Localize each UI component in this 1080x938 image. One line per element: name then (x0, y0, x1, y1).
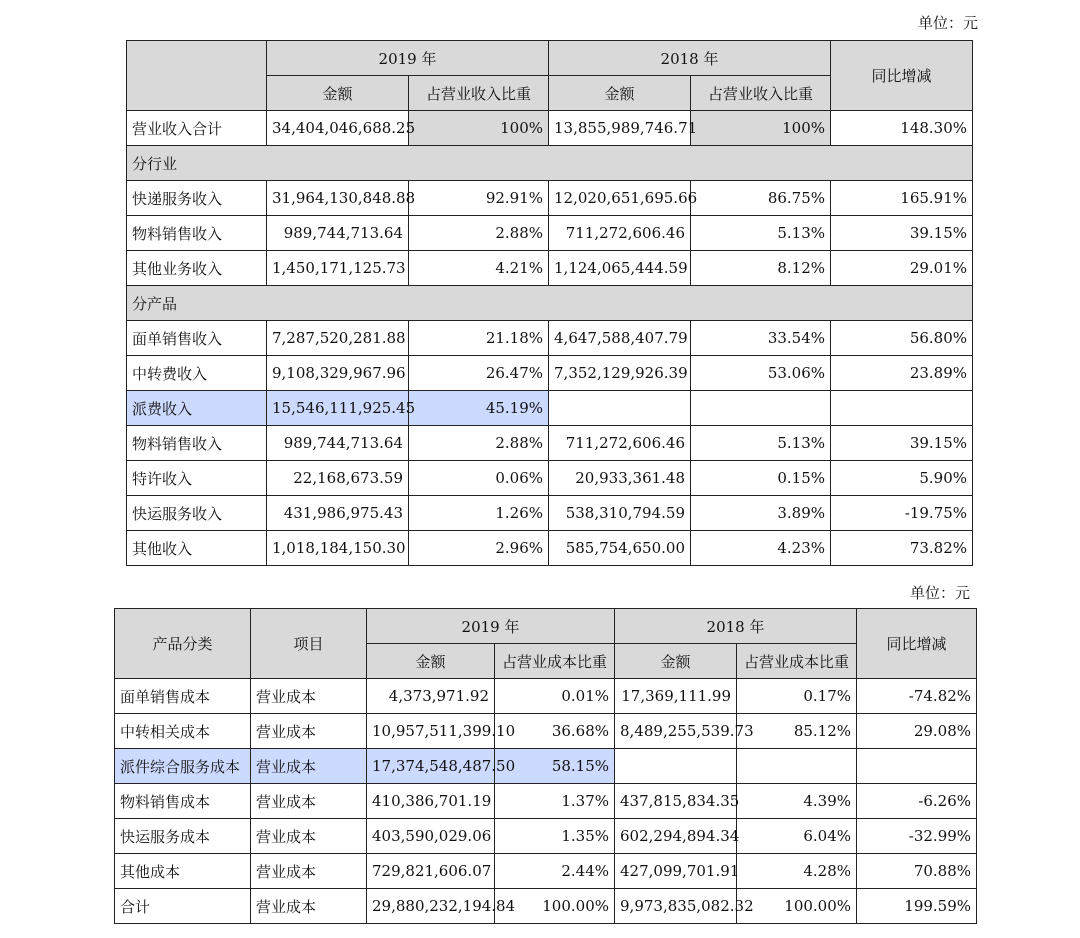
yoy-change: -32.99% (857, 819, 977, 854)
table-row (127, 251, 973, 286)
table-row (115, 679, 977, 714)
yoy-change: 5.90% (831, 461, 973, 496)
amount-2018: 4,647,588,407.79 (549, 321, 691, 356)
header-row (127, 41, 973, 76)
yoy-change: -6.26% (857, 784, 977, 819)
share-2019: 2.88% (409, 216, 549, 251)
amount-2019: 410,386,701.19 (367, 784, 495, 819)
amount-2018: 585,754,650.00 (549, 531, 691, 566)
share-2019: 45.19% (409, 391, 549, 426)
row-label: 物料销售成本 (115, 784, 251, 819)
row-label: 营业收入合计 (127, 111, 267, 146)
amount-2018 (549, 391, 691, 426)
share-2018: 0.15% (691, 461, 831, 496)
row-item: 营业成本 (251, 679, 367, 714)
share-2019: 58.15% (495, 749, 615, 784)
amount-2018: 427,099,701.91 (615, 854, 737, 889)
table-row (127, 461, 973, 496)
table-row (127, 321, 973, 356)
row-label: 特许收入 (127, 461, 267, 496)
amount-2019: 403,590,029.06 (367, 819, 495, 854)
yoy-change: 165.91% (831, 181, 973, 216)
share-2019: 1.26% (409, 496, 549, 531)
row-label: 其他成本 (115, 854, 251, 889)
amount-2019: 10,957,511,399.10 (367, 714, 495, 749)
header-blank (127, 41, 267, 111)
yoy-change: 56.80% (831, 321, 973, 356)
row-item: 营业成本 (251, 889, 367, 924)
header-amount: 金额 (549, 76, 691, 111)
amount-2018: 437,815,834.35 (615, 784, 737, 819)
share-2018: 100.00% (737, 889, 857, 924)
header-share: 占营业成本比重 (495, 644, 615, 679)
share-2018: 0.17% (737, 679, 857, 714)
share-2019: 21.18% (409, 321, 549, 356)
amount-2018: 1,124,065,444.59 (549, 251, 691, 286)
row-label: 其他收入 (127, 531, 267, 566)
amount-2019: 9,108,329,967.96 (267, 356, 409, 391)
header-category: 产品分类 (115, 609, 251, 679)
revenue-table (126, 40, 973, 566)
header-share: 占营业收入比重 (691, 76, 831, 111)
table-row (127, 426, 973, 461)
header-item: 项目 (251, 609, 367, 679)
share-2019: 1.37% (495, 784, 615, 819)
amount-2018: 17,369,111.99 (615, 679, 737, 714)
row-label: 派件综合服务成本 (115, 749, 251, 784)
row-label: 物料销售收入 (127, 426, 267, 461)
yoy-change (831, 391, 973, 426)
table-row (127, 356, 973, 391)
yoy-change: 39.15% (831, 216, 973, 251)
row-item: 营业成本 (251, 819, 367, 854)
share-2019: 0.06% (409, 461, 549, 496)
table-row (115, 714, 977, 749)
share-2018: 8.12% (691, 251, 831, 286)
amount-2019: 31,964,130,848.88 (267, 181, 409, 216)
amount-2018: 538,310,794.59 (549, 496, 691, 531)
share-2019: 2.96% (409, 531, 549, 566)
table-row (115, 819, 977, 854)
yoy-change: 39.15% (831, 426, 973, 461)
table-row (127, 496, 973, 531)
yoy-change: -19.75% (831, 496, 973, 531)
table-row (127, 216, 973, 251)
share-2018: 86.75% (691, 181, 831, 216)
section-industry: 分行业 (127, 146, 973, 181)
unit-label: 单位：元 (918, 14, 979, 32)
share-2019: 26.47% (409, 356, 549, 391)
header-year-2018: 2018 年 (615, 609, 857, 644)
yoy-change: 29.01% (831, 251, 973, 286)
header-amount: 金额 (615, 644, 737, 679)
table-row (115, 749, 977, 784)
unit-label: 单位：元 (910, 584, 971, 602)
share-2018: 85.12% (737, 714, 857, 749)
amount-2018: 20,933,361.48 (549, 461, 691, 496)
section-product: 分产品 (127, 286, 973, 321)
amount-2019: 15,546,111,925.45 (267, 391, 409, 426)
row-label: 快运服务成本 (115, 819, 251, 854)
yoy-change: 73.82% (831, 531, 973, 566)
amount-2019: 1,450,171,125.73 (267, 251, 409, 286)
row-label: 其他业务收入 (127, 251, 267, 286)
share-2018: 6.04% (737, 819, 857, 854)
yoy-change: 29.08% (857, 714, 977, 749)
section-row (127, 286, 973, 321)
row-label: 物料销售收入 (127, 216, 267, 251)
header-amount: 金额 (367, 644, 495, 679)
amount-2019: 22,168,673.59 (267, 461, 409, 496)
amount-2018: 8,489,255,539.73 (615, 714, 737, 749)
share-2019: 2.88% (409, 426, 549, 461)
header-year-2018: 2018 年 (549, 41, 831, 76)
row-item: 营业成本 (251, 749, 367, 784)
share-2018: 4.28% (737, 854, 857, 889)
share-2018: 3.89% (691, 496, 831, 531)
yoy-change (857, 749, 977, 784)
amount-2018: 711,272,606.46 (549, 216, 691, 251)
share-2019: 100.00% (495, 889, 615, 924)
header-amount: 金额 (267, 76, 409, 111)
amount-2019: 17,374,548,487.50 (367, 749, 495, 784)
table-row (127, 181, 973, 216)
row-label: 中转费收入 (127, 356, 267, 391)
amount-2018: 12,020,651,695.66 (549, 181, 691, 216)
share-2018: 53.06% (691, 356, 831, 391)
share-2018: 5.13% (691, 426, 831, 461)
table-row (115, 854, 977, 889)
row-item: 营业成本 (251, 714, 367, 749)
yoy-change: -74.82% (857, 679, 977, 714)
header-yoy: 同比增减 (857, 609, 977, 679)
row-label: 合计 (115, 889, 251, 924)
amount-2018: 7,352,129,926.39 (549, 356, 691, 391)
row-label: 派费收入 (127, 391, 267, 426)
share-2019: 36.68% (495, 714, 615, 749)
share-2019: 0.01% (495, 679, 615, 714)
amount-2019: 4,373,971.92 (367, 679, 495, 714)
amount-2019: 989,744,713.64 (267, 426, 409, 461)
yoy-change: 23.89% (831, 356, 973, 391)
header-share: 占营业收入比重 (409, 76, 549, 111)
row-item: 营业成本 (251, 784, 367, 819)
amount-2018: 13,855,989,746.71 (549, 111, 691, 146)
amount-2019: 989,744,713.64 (267, 216, 409, 251)
share-2019: 92.91% (409, 181, 549, 216)
amount-2018: 602,294,894.34 (615, 819, 737, 854)
header-year-2019: 2019 年 (367, 609, 615, 644)
share-2018 (691, 391, 831, 426)
header-row (115, 609, 977, 644)
amount-2019: 729,821,606.07 (367, 854, 495, 889)
table-row (127, 391, 973, 426)
row-item: 营业成本 (251, 854, 367, 889)
amount-2019: 7,287,520,281.88 (267, 321, 409, 356)
amount-2018: 9,973,835,082.32 (615, 889, 737, 924)
row-label: 快运服务收入 (127, 496, 267, 531)
row-label: 快递服务收入 (127, 181, 267, 216)
amount-2019: 34,404,046,688.25 (267, 111, 409, 146)
share-2018: 4.23% (691, 531, 831, 566)
share-2019: 100% (409, 111, 549, 146)
share-2019: 4.21% (409, 251, 549, 286)
row-label: 面单销售收入 (127, 321, 267, 356)
share-2019: 1.35% (495, 819, 615, 854)
row-label: 面单销售成本 (115, 679, 251, 714)
yoy-change: 199.59% (857, 889, 977, 924)
share-2018: 4.39% (737, 784, 857, 819)
header-year-2019: 2019 年 (267, 41, 549, 76)
share-2019: 2.44% (495, 854, 615, 889)
share-2018 (737, 749, 857, 784)
table-row (115, 889, 977, 924)
table-row (127, 531, 973, 566)
amount-2019: 29,880,232,194.84 (367, 889, 495, 924)
amount-2019: 431,986,975.43 (267, 496, 409, 531)
row-label: 中转相关成本 (115, 714, 251, 749)
share-2018: 33.54% (691, 321, 831, 356)
share-2018: 100% (691, 111, 831, 146)
table-row (115, 784, 977, 819)
header-share: 占营业成本比重 (737, 644, 857, 679)
amount-2018: 711,272,606.46 (549, 426, 691, 461)
amount-2019: 1,018,184,150.30 (267, 531, 409, 566)
cost-table (114, 608, 977, 924)
amount-2018 (615, 749, 737, 784)
yoy-change: 148.30% (831, 111, 973, 146)
header-yoy: 同比增减 (831, 41, 973, 111)
share-2018: 5.13% (691, 216, 831, 251)
total-row (127, 111, 973, 146)
yoy-change: 70.88% (857, 854, 977, 889)
section-row (127, 146, 973, 181)
